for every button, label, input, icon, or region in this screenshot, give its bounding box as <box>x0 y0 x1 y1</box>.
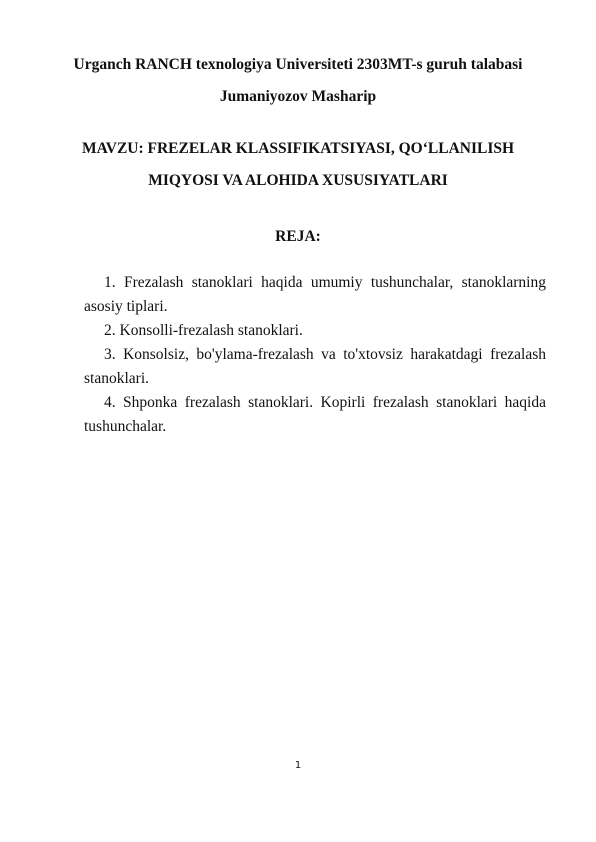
page-number: 1 <box>294 760 302 771</box>
topic-title-line-1: MAVZU: FREZELAR KLASSIFIKATSIYASI, QO‘LLANILISH <box>81 140 515 157</box>
plan-list <box>84 271 546 439</box>
author-affiliation: Urganch RANCH texnologiya Universiteti 2303MT-s guruh talabasi <box>73 56 523 73</box>
plan-item: 3. Konsolsiz, bo'ylama-frezalash va to'xtovsiz harakatdagi frezalash stanoklari. <box>84 346 546 387</box>
plan-item: 2. Konsolli-frezalash stanoklari. <box>104 322 303 339</box>
plan-item: 1. Frezalash stanoklari haqida umumiy tushunchalar, stanoklarning asosiy tiplari. <box>84 274 546 315</box>
plan-item: 4. Shponka frezalash stanoklari. Kopirli frezalash stanoklari haqida tushunchalar. <box>84 394 546 435</box>
topic-title-line-2: MIQYOSI VA ALOHIDA XUSUSIYATLARI <box>148 172 448 189</box>
plan-heading: REJA: <box>275 228 321 245</box>
author-name: Jumaniyozov Masharip <box>219 88 377 105</box>
